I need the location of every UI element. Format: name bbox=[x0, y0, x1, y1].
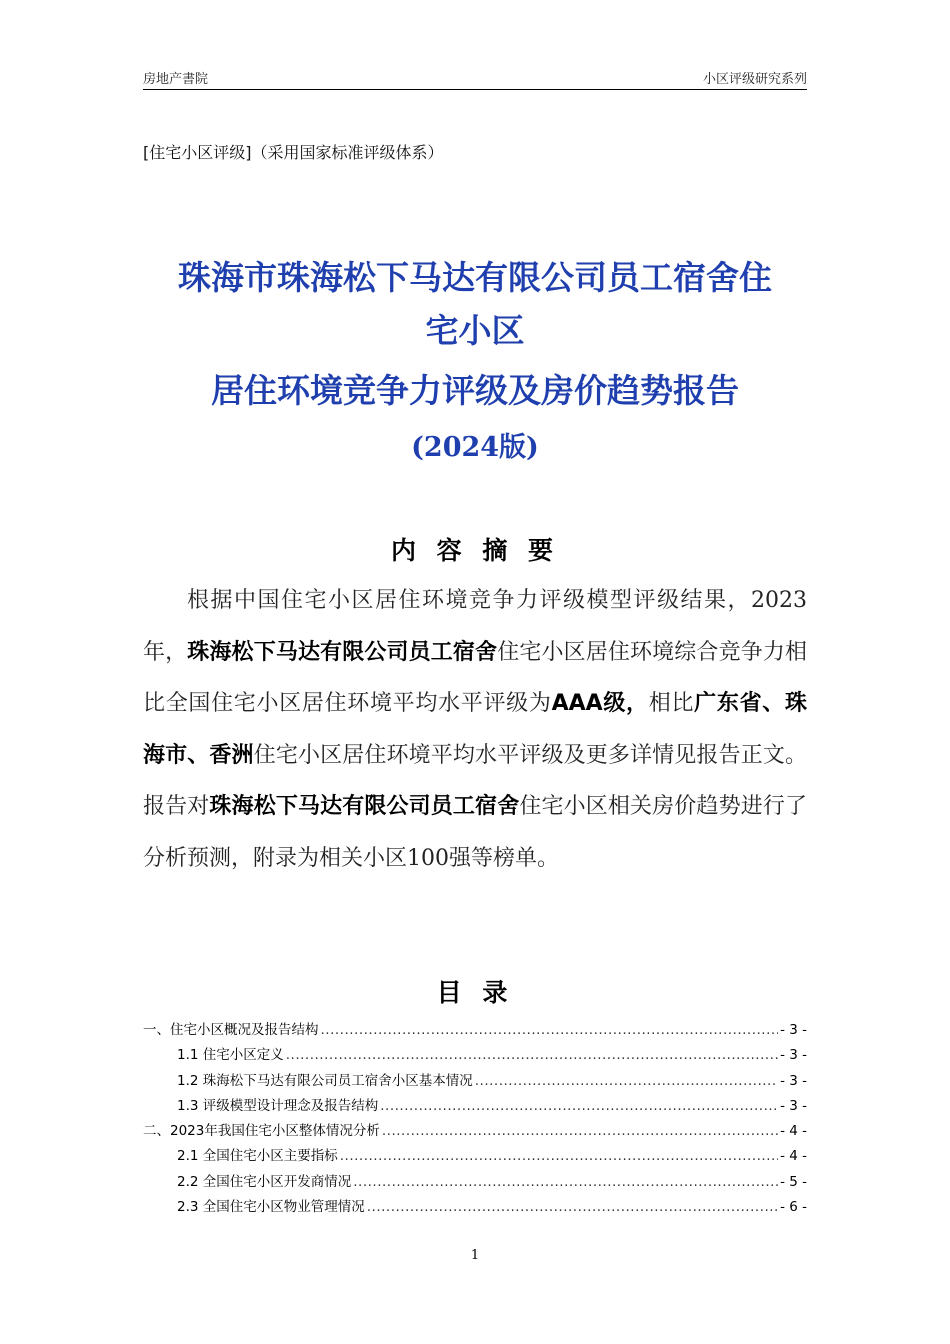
toc-entry-label: 1.1 住宅小区定义 bbox=[177, 1047, 284, 1064]
toc-entry-page: - 3 - bbox=[780, 1072, 807, 1089]
abstract-heading: 内 容 摘 要 bbox=[390, 536, 560, 565]
page-number: 1 bbox=[470, 1248, 480, 1263]
toc-entry-page: - 6 - bbox=[780, 1199, 807, 1216]
toc-heading: 目 录 bbox=[436, 978, 514, 1007]
toc-entry-page: - 3 - bbox=[780, 1047, 807, 1064]
abstract-bold: 珠海松下马达有限公司员工宿舍 bbox=[209, 794, 520, 819]
abstract-bold: 珠海松下马达有限公司员工宿舍 bbox=[187, 639, 498, 665]
toc-entry[interactable] bbox=[143, 1018, 807, 1043]
toc-entry-page: - 3 - bbox=[780, 1097, 807, 1114]
toc-leader bbox=[475, 1073, 778, 1089]
report-title-line-1: 珠海市珠海松下马达有限公司员工宿舍住 bbox=[178, 258, 772, 297]
header-divider bbox=[143, 89, 807, 90]
report-title-line-3: 居住环境竞争力评级及房价趋势报告 bbox=[211, 371, 739, 410]
toc-entry-label: 二、2023年我国住宅小区整体情况分析 bbox=[143, 1123, 380, 1140]
toc-entry[interactable] bbox=[143, 1119, 807, 1144]
toc-entry-page: - 4 - bbox=[780, 1148, 807, 1165]
toc-entry-label: 1.2 珠海松下马达有限公司员工宿舍小区基本情况 bbox=[177, 1072, 473, 1089]
toc-entry-label: 一、住宅小区概况及报告结构 bbox=[143, 1022, 319, 1038]
header-left-brand: 房地产書院 bbox=[143, 72, 209, 87]
toc-entry[interactable] bbox=[143, 1069, 807, 1094]
toc-leader bbox=[382, 1123, 778, 1139]
abstract-rating: AAA级， bbox=[551, 691, 649, 716]
toc-entry[interactable] bbox=[143, 1094, 807, 1119]
abstract-text: 住宅小区相关房价趋势进行了分析预测，附录为相关小区100强等榜单。 bbox=[143, 794, 807, 871]
header-right-series: 小区评级研究系列 bbox=[702, 72, 807, 87]
toc-leader bbox=[321, 1022, 779, 1038]
toc-entry[interactable] bbox=[143, 1195, 807, 1220]
table-of-contents bbox=[143, 1018, 807, 1220]
toc-leader bbox=[353, 1174, 778, 1190]
toc-entry-label: 2.2 全国住宅小区开发商情况 bbox=[177, 1173, 352, 1190]
toc-entry-label: 1.3 评级模型设计理念及报告结构 bbox=[177, 1097, 379, 1114]
toc-entry-page: - 4 - bbox=[780, 1123, 807, 1140]
abstract-text: 住宅小区居住环境平均水平评级及更多详情见报告正文。报告对 bbox=[143, 742, 807, 819]
toc-entry[interactable] bbox=[143, 1043, 807, 1068]
toc-entry[interactable] bbox=[143, 1170, 807, 1195]
report-edition: (2024版) bbox=[411, 432, 539, 463]
toc-leader bbox=[367, 1199, 778, 1215]
abstract-body bbox=[143, 575, 807, 884]
report-title-line-2: 宅小区 bbox=[425, 311, 525, 350]
abstract-text: 根据中国住宅小区居住环境竞争力评级模型评级结果，2023年， bbox=[143, 588, 807, 665]
abstract-bold: 广东省、珠海市、香洲 bbox=[143, 691, 807, 768]
toc-entry[interactable] bbox=[143, 1144, 807, 1169]
toc-entry-page: - 3 - bbox=[780, 1022, 807, 1038]
toc-entry-label: 2.3 全国住宅小区物业管理情况 bbox=[177, 1199, 365, 1216]
abstract-text: 住宅小区居住环境综合竞争力相比全国住宅小区居住环境平均水平评级为 bbox=[143, 639, 807, 716]
toc-leader bbox=[340, 1148, 778, 1164]
abstract-text: 相比 bbox=[648, 691, 695, 716]
category-tag: [住宅小区评级]（采用国家标准评级体系） bbox=[143, 143, 444, 162]
toc-leader bbox=[380, 1098, 778, 1114]
toc-leader bbox=[286, 1047, 778, 1063]
toc-entry-page: - 5 - bbox=[780, 1173, 807, 1190]
toc-entry-label: 2.1 全国住宅小区主要指标 bbox=[177, 1148, 338, 1165]
